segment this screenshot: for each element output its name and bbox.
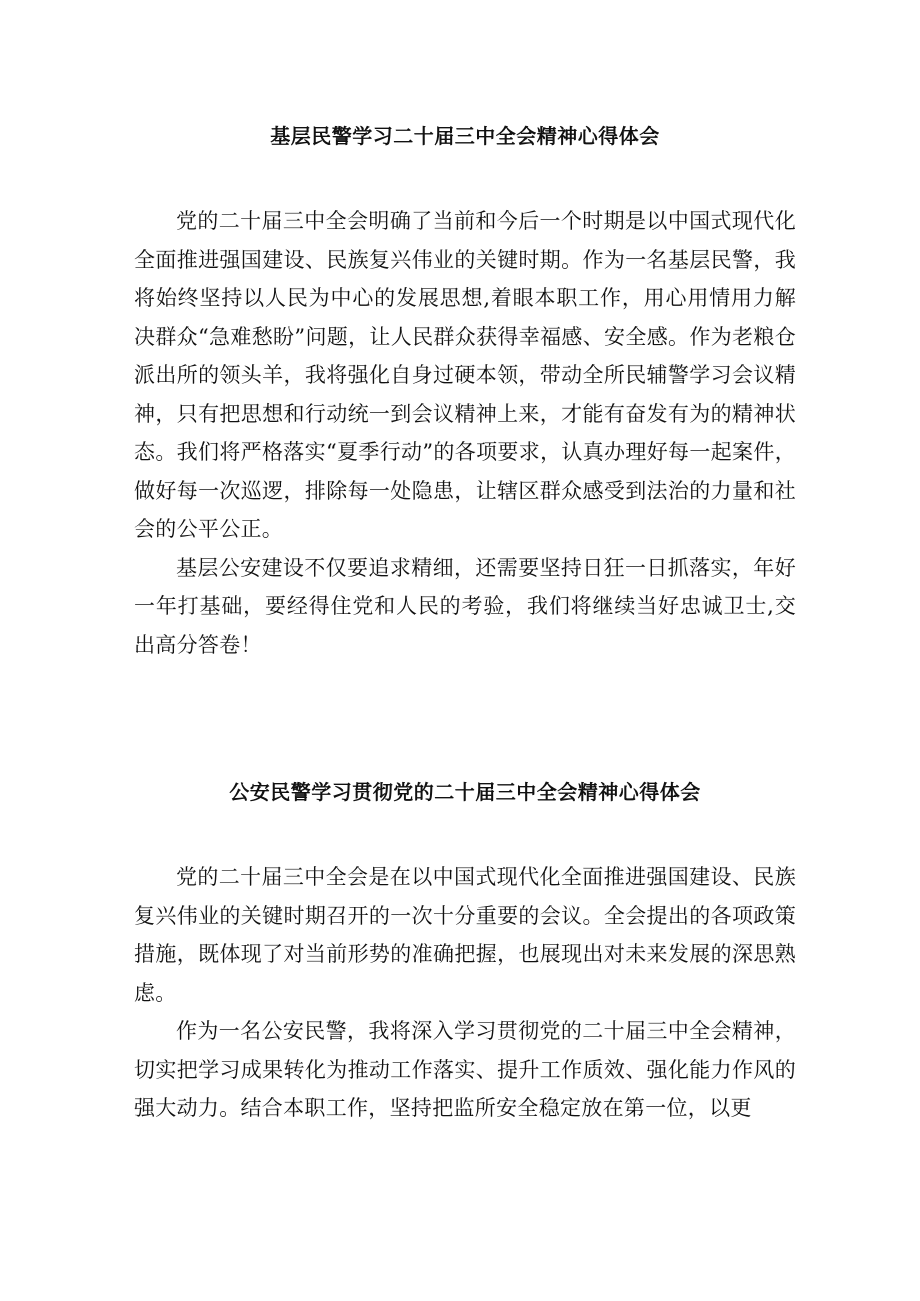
article-title-2: 公安民警学习贯彻党的二十届三中全会精神心得体会	[229, 780, 701, 804]
article-body-2	[134, 858, 796, 1128]
article-2-paragraph-1: 党的二十届三中全会是在以中国式现代化全面推进强国建设、民族复兴伟业的关键时期召开的一次十分重要的会议。全会提出的各项政策措施，既体现了对当前形势的准确把握，也展现出对未来发展的深思熟虑。	[134, 865, 796, 1005]
article-1-paragraph-1: 党的二十届三中全会明确了当前和今后一个时期是以中国式现代化全面推进强国建设、民族复兴伟业的关键时期。作为一名基层民警，我将始终坚持以人民为中心的发展思想,着眼本职工作，用心用情用力解决群众“急难愁盼”问题，让人民群众获得幸福感、安全感。作为老粮仓派出所的领头羊，我将强化自身过硬本领，带动全所民辅警学习会议精神，只有把思想和行动统一到会议精神上来，才能有奋发有为的精神状态。我们将严格落实“夏季行动”的各项要求，认真办理好每一起案件，做好每一次巡逻，排除每一处隐患，让辖区群众感受到法治的力量和社会的公平公正。	[134, 209, 796, 541]
article-body-1	[134, 202, 796, 664]
article-title-1: 基层民警学习二十届三中全会精神心得体会	[270, 124, 660, 148]
article-1-paragraph-2: 基层公安建设不仅要追求精细，还需要坚持日狂一日抓落实，年好一年打基础，要经得住党和人民的考验，我们将继续当好忠诚卫士,交出高分答卷！	[134, 555, 796, 657]
article-2-paragraph-2: 作为一名公安民警，我将深入学习贯彻党的二十届三中全会精神，切实把学习成果转化为推动工作落实、提升工作质效、强化能力作风的强大动力。结合本职工作，坚持把监所安全稳定放在第一位，以更	[134, 1019, 796, 1120]
